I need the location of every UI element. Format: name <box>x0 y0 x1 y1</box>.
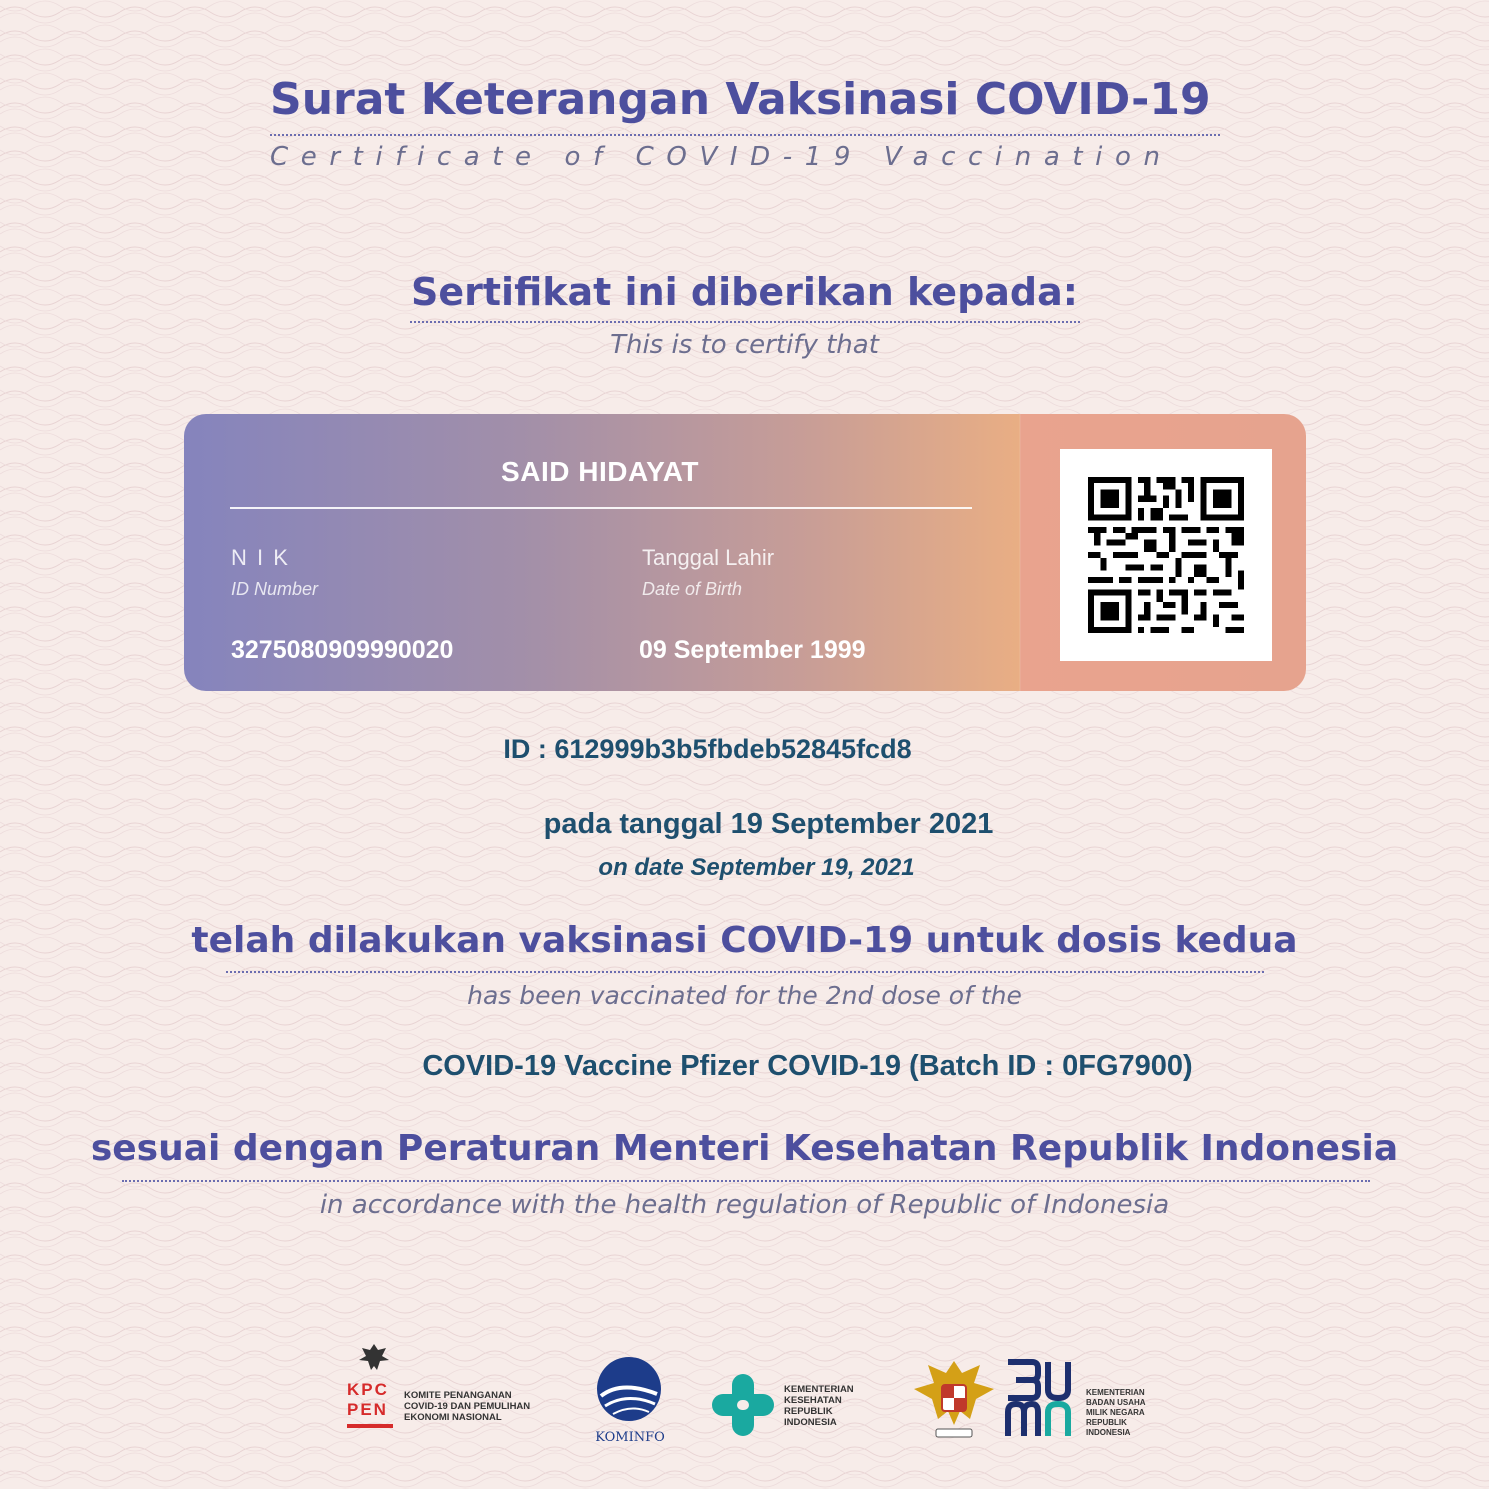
dob-label-en: Date of Birth <box>642 579 743 599</box>
bumn-text: KEMENTERIAN BADAN USAHA MILIK NEGARA REPUBLIK INDONESIA <box>1086 1388 1146 1437</box>
certify-divider <box>410 321 1080 323</box>
certificate-title: Surat Keterangan Vaksinasi COVID-19 <box>270 74 1211 125</box>
logo-kpcpen <box>344 1340 554 1440</box>
dose-heading: telah dilakukan vaksinasi COVID-19 untuk dosis kedua <box>191 920 1298 961</box>
kemenkes-text: KEMENTERIAN KESEHATAN REPUBLIK INDONESIA <box>784 1384 854 1428</box>
kominfo-text: KOMINFO <box>595 1430 665 1445</box>
card-panel-divider <box>1019 414 1021 691</box>
regulation-subheading: in accordance with the health regulation of Republic of Indonesia <box>319 1190 1170 1220</box>
logo-kominfo <box>585 1352 675 1448</box>
regulation-heading: sesuai dengan Peraturan Menteri Kesehatan Republik Indonesia <box>90 1128 1399 1169</box>
kemenkes-emblem-icon <box>708 1370 778 1440</box>
dose-subheading: has been vaccinated for the 2nd dose of the <box>467 981 1022 1010</box>
nik-label-en: ID Number <box>231 579 319 599</box>
dob-value: 09 September 1999 <box>639 636 866 664</box>
bumn-emblem-icon <box>1004 1356 1078 1440</box>
dob-label: Tanggal Lahir <box>642 545 775 570</box>
kpcpen-mark: KPC PEN <box>347 1380 389 1419</box>
kpcpen-text: KOMITE PENANGANAN COVID-19 DAN PEMULIHAN EKONOMI NASIONAL <box>404 1390 531 1423</box>
person-card <box>184 414 1306 691</box>
logo-garuda <box>910 1355 998 1447</box>
logo-bumn <box>1004 1356 1154 1446</box>
garuda-small-icon <box>349 1340 399 1380</box>
nik-value: 3275080909990020 <box>231 636 454 664</box>
logo-kemenkes <box>708 1370 878 1450</box>
name-underline <box>230 507 972 509</box>
certificate-subtitle: Certificate of COVID-19 Vaccination <box>270 142 1173 172</box>
vaccination-date: pada tanggal 19 September 2021 <box>543 808 994 840</box>
certificate-id: ID : 612999b3b5fbdeb52845fcd8 <box>503 734 912 764</box>
holder-name: SAID HIDAYAT <box>501 456 699 487</box>
garuda-pancasila-icon <box>910 1355 998 1447</box>
vaccine-info: COVID-19 Vaccine Pfizer COVID-19 (Batch ID : 0FG7900) <box>422 1050 1193 1082</box>
qr-code <box>1060 449 1272 661</box>
certify-heading: Sertifikat ini diberikan kepada: <box>411 270 1078 314</box>
regulation-divider <box>122 1180 1370 1182</box>
title-divider <box>270 134 1220 136</box>
vaccination-date-en: on date September 19, 2021 <box>598 854 915 881</box>
dose-divider <box>226 971 1264 973</box>
kominfo-emblem-icon <box>591 1354 667 1424</box>
nik-label: N I K <box>231 545 290 570</box>
qr-code-icon <box>1088 477 1244 633</box>
certify-subheading: This is to certify that <box>610 330 879 360</box>
